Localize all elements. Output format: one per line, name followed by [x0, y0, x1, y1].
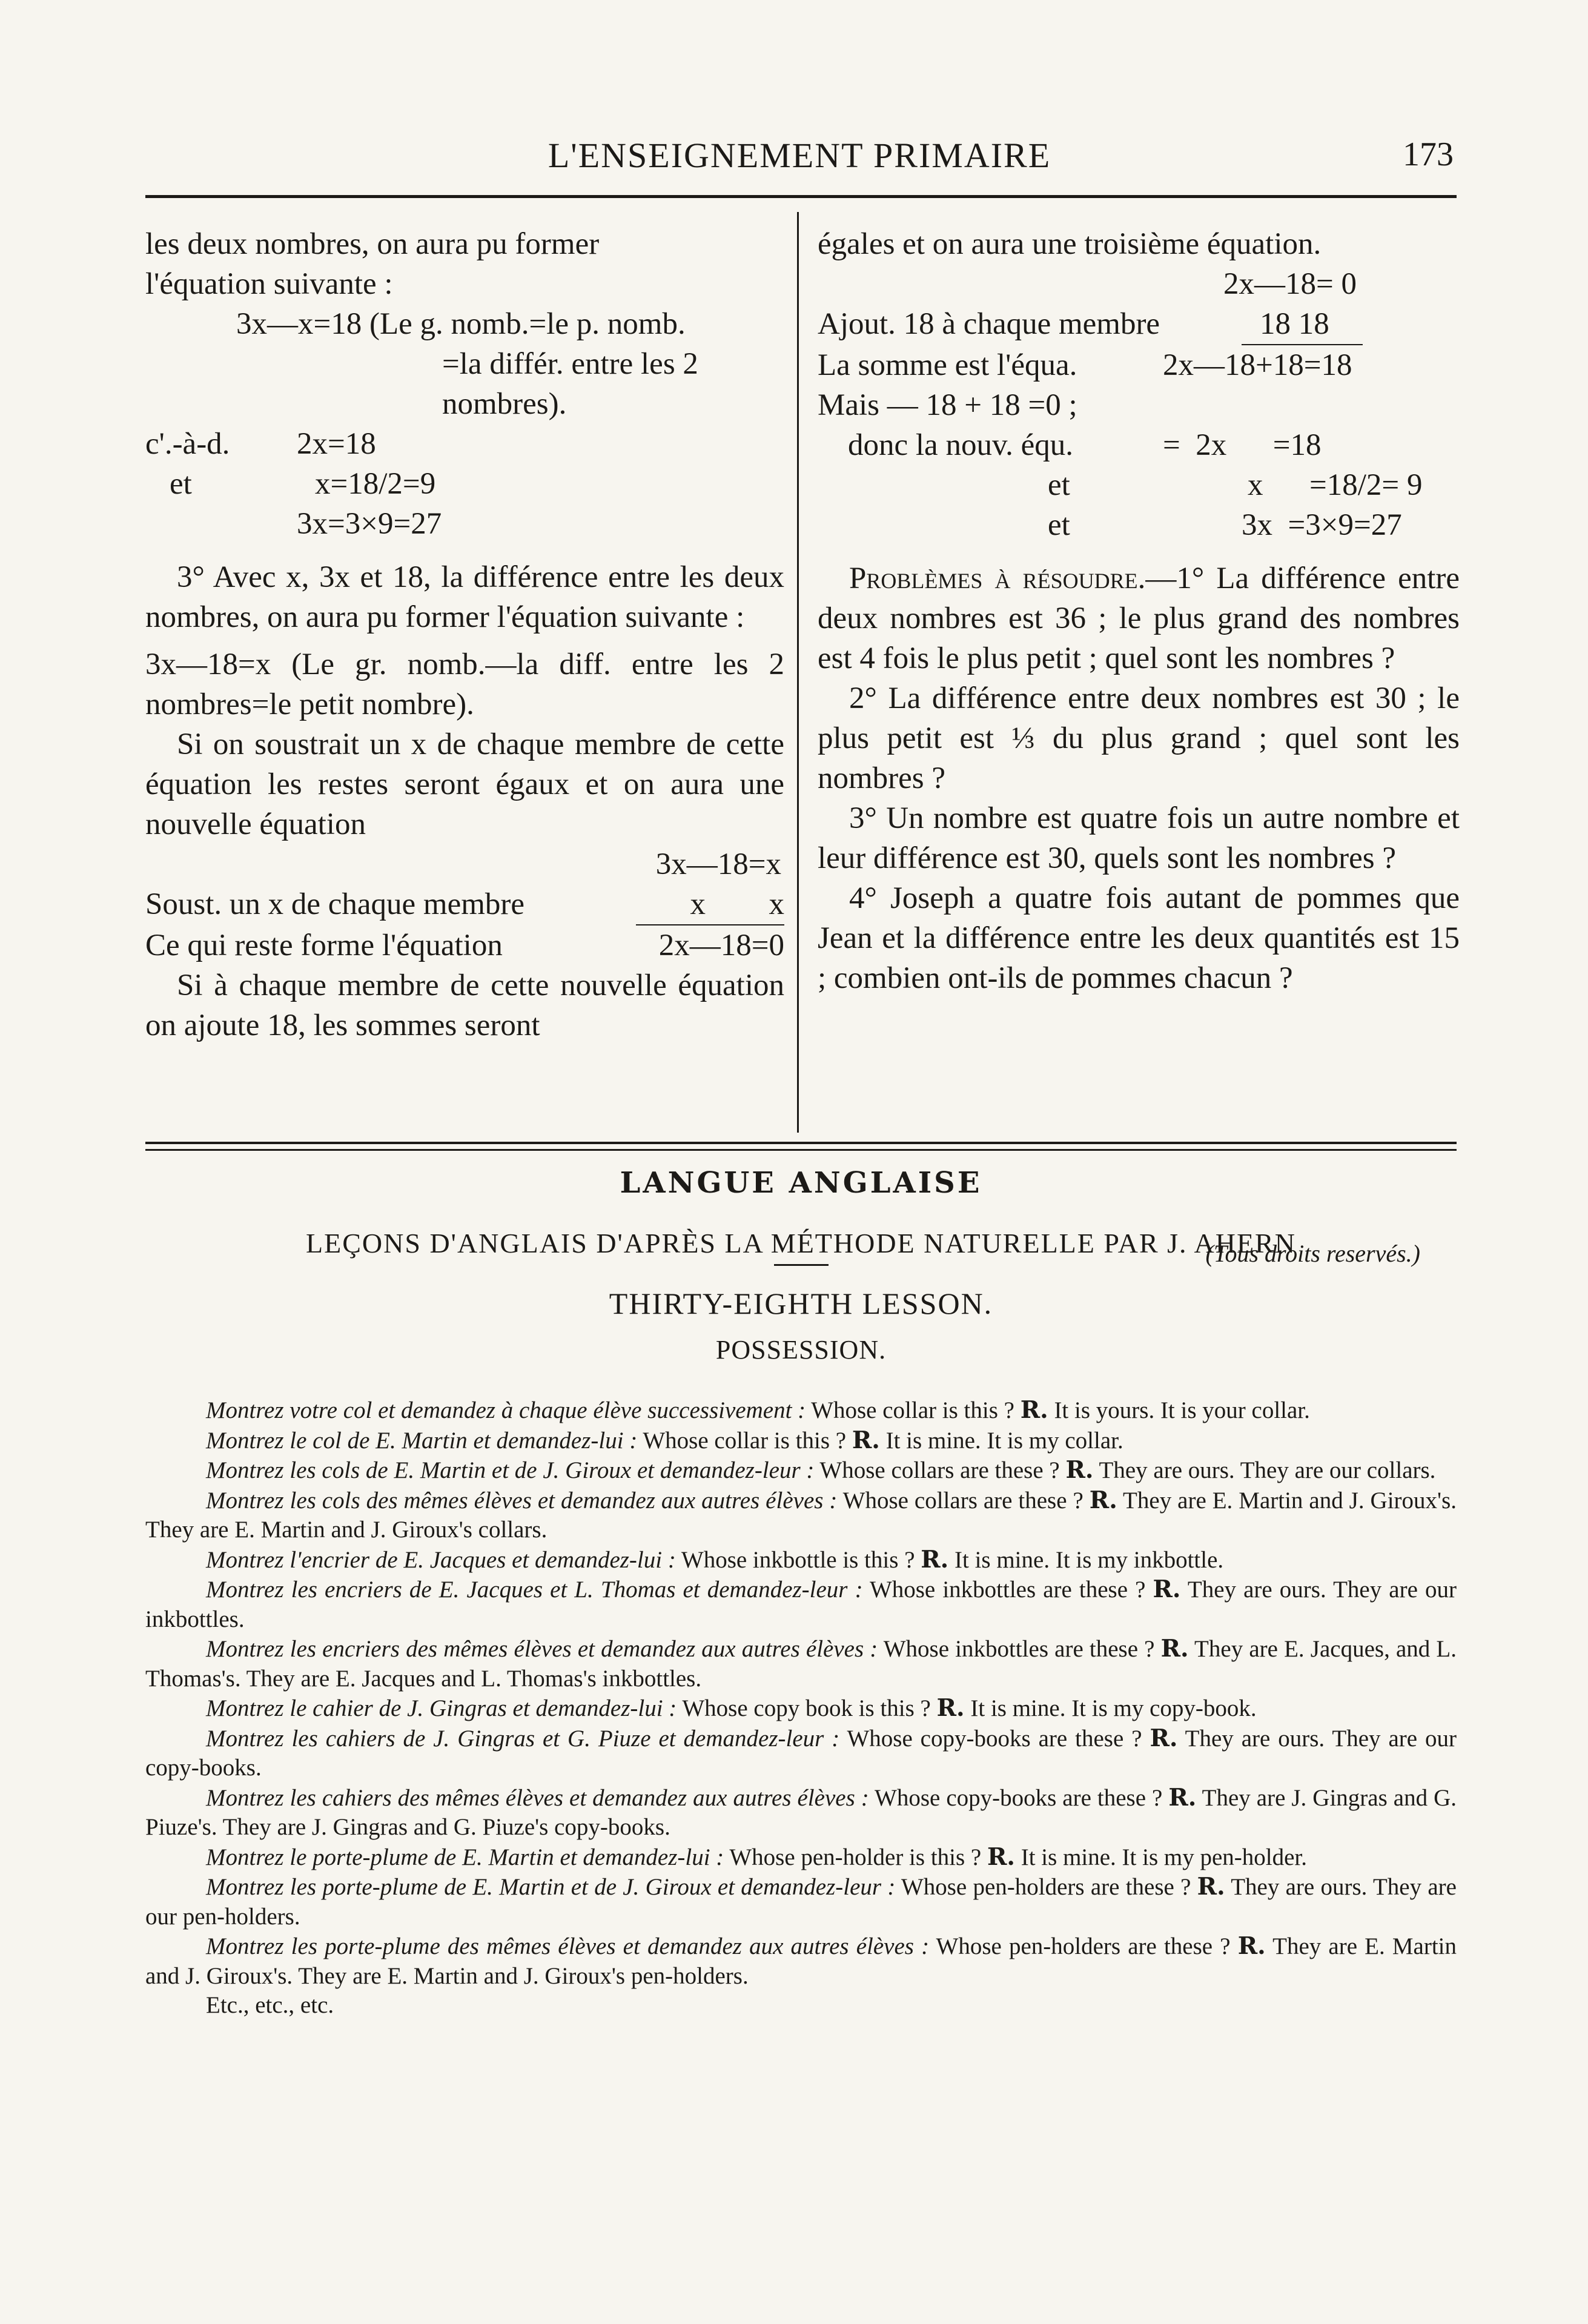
- equation-expr: x: [690, 887, 706, 921]
- response-marker: R.: [921, 1545, 949, 1574]
- section-subtitle: LEÇONS D'ANGLAIS D'APRÈS LA MÉTHODE NATURELLE PAR J. AHERN: [306, 1228, 1296, 1259]
- equation-label: La somme est l'équa.: [818, 348, 1077, 382]
- english-question: Whose copy-books are these ?: [868, 1784, 1169, 1811]
- french-instruction: Montrez les cahiers des mêmes élèves et demandez aux autres élèves :: [206, 1784, 869, 1811]
- french-instruction: Montrez les cols des mêmes élèves et demandez aux autres élèves :: [206, 1487, 838, 1514]
- english-question: Whose copy-books are these ?: [839, 1725, 1150, 1752]
- english-answer: They are E. Jacques, and L. Thomas's. They are E. Jacques and L. Thomas's inkbottles.: [145, 1636, 1457, 1692]
- equation-expr: 2x=18: [297, 427, 376, 461]
- lesson-entry: [145, 1932, 1457, 1991]
- equation-line: [145, 925, 784, 965]
- equation-label: et: [1048, 468, 1070, 502]
- equation-expr: x: [769, 887, 784, 921]
- equation-expr: x =18/2= 9: [1248, 468, 1423, 502]
- lesson-title: THIRTY-EIGHTH LESSON.: [609, 1286, 993, 1320]
- equation-label: et: [1048, 508, 1070, 542]
- equation-line: [818, 304, 1460, 344]
- lesson-entry: [145, 1783, 1457, 1842]
- paragraph: 3° Avec x, 3x et 18, la différence entre les deux nombres, on aura pu former l'équation suivante :: [145, 560, 784, 634]
- lesson-entry: [145, 1872, 1457, 1932]
- section-rule: [145, 1149, 1457, 1151]
- english-answer: They are ours. They are our copy-books.: [145, 1725, 1457, 1781]
- running-header: [145, 124, 1454, 179]
- section-rule: [145, 1142, 1457, 1144]
- right-column: [818, 224, 1460, 998]
- equation-label: Soust. un x de chaque membre: [145, 887, 525, 921]
- response-marker: R.: [1168, 1783, 1197, 1812]
- english-question: Whose collars are these ?: [837, 1487, 1090, 1514]
- english-answer: They are ours. They are our pen-holders.: [145, 1874, 1457, 1930]
- lesson-entry: [145, 1634, 1457, 1693]
- response-marker: R.: [1020, 1396, 1048, 1424]
- french-instruction: Montrez les porte-plume de E. Martin et de J. Giroux et demandez-leur :: [206, 1874, 896, 1900]
- equation-line: [818, 505, 1460, 545]
- equation-label: et: [170, 467, 192, 501]
- response-marker: R.: [1089, 1486, 1117, 1514]
- journal-title: L'ENSEIGNEMENT PRIMAIRE: [548, 136, 1051, 175]
- english-question: Whose inkbottles are these ?: [862, 1577, 1153, 1603]
- english-question: Whose collar is this ?: [806, 1397, 1021, 1423]
- response-marker: R.: [1160, 1635, 1189, 1663]
- equation-line: 3x—18=x: [655, 847, 781, 881]
- equation-line: 2x—18= 0: [1223, 267, 1357, 301]
- english-answer: They are ours. They are our collars.: [1093, 1457, 1436, 1483]
- left-column: [145, 224, 784, 1045]
- english-question: Whose copy book is this ?: [677, 1695, 937, 1721]
- english-section: [145, 1166, 1457, 2021]
- french-instruction: Montrez le cahier de J. Gingras et demandez-lui :: [206, 1695, 677, 1721]
- response-marker: R.: [1197, 1873, 1225, 1901]
- problem-1: —1° La différence entre deux nombres est 36 ; le plus grand des nombres est 4 fois le plus petit ; quel sont les nombres ?: [818, 561, 1460, 675]
- response-marker: R.: [1237, 1932, 1266, 1960]
- lesson-entry: [145, 1395, 1457, 1426]
- problem-3: 3° Un nombre est quatre fois un autre nombre et leur différence est 30, quels sont les nombres ?: [818, 801, 1460, 875]
- problems-heading: Problèmes à résoudre.: [849, 561, 1146, 595]
- equation-expr: 18 18: [1260, 307, 1329, 341]
- equation-line: 3x—x=18 (Le g. nomb.=le p. nomb.: [236, 307, 686, 341]
- english-question: Whose collars are these ?: [814, 1457, 1066, 1483]
- lesson-entry: [145, 1724, 1457, 1783]
- paragraph: [818, 558, 1460, 678]
- lesson-entry: [145, 1842, 1457, 1873]
- equation-label: Ajout. 18 à chaque membre: [818, 307, 1160, 341]
- equation-line: Mais — 18 + 18 =0 ;: [818, 388, 1077, 422]
- equation-expr: x=18/2=9: [315, 467, 436, 501]
- equation-expr: 2x—18+18=18: [1163, 348, 1352, 382]
- english-answer: It is mine. It is my collar.: [879, 1427, 1123, 1454]
- header-rule: [145, 195, 1457, 198]
- response-marker: R.: [1153, 1575, 1181, 1603]
- equation-label: Ce qui reste forme l'équation: [145, 929, 503, 962]
- text-line: égales et on aura une troisième équation.: [818, 227, 1322, 261]
- french-instruction: Montrez votre col et demandez à chaque élève successivement :: [206, 1397, 806, 1423]
- equation-line: 3x=3×9=27: [297, 507, 442, 541]
- english-question: Whose pen-holders are these ?: [895, 1874, 1197, 1900]
- english-answer: They are E. Martin and J. Giroux's. They are E. Martin and J. Giroux's pen-holders.: [145, 1933, 1457, 1989]
- english-answer: They are J. Gingras and G. Piuze's. They are J. Gingras and G. Piuze's copy-books.: [145, 1784, 1457, 1840]
- lesson-entry: [145, 1455, 1457, 1486]
- french-instruction: Montrez les porte-plume des mêmes élèves et demandez aux autres élèves :: [206, 1933, 930, 1959]
- french-instruction: Montrez les cahiers de J. Gingras et G. Piuze et demandez-leur :: [206, 1725, 840, 1752]
- french-instruction: Montrez le col de E. Martin et demandez-lui :: [206, 1427, 638, 1454]
- equation-line: [145, 424, 784, 464]
- french-instruction: Montrez les cols de E. Martin et de J. Giroux et demandez-leur :: [206, 1457, 815, 1483]
- english-question: Whose inkbottles are these ?: [878, 1636, 1161, 1662]
- equation-line: nombres).: [442, 387, 567, 421]
- response-marker: R.: [987, 1842, 1015, 1871]
- column-divider: [797, 212, 799, 1133]
- english-answer: It is mine. It is my copy-book.: [964, 1695, 1257, 1721]
- response-marker: R.: [1065, 1456, 1094, 1484]
- lesson-entry: [145, 1426, 1457, 1456]
- text-line: l'équation suivante :: [145, 267, 393, 301]
- paragraph: Si à chaque membre de cette nouvelle équation on ajoute 18, les sommes seront: [145, 968, 784, 1042]
- english-answer: It is yours. It is your collar.: [1048, 1397, 1310, 1423]
- equation-line: =la différ. entre les 2: [442, 347, 698, 381]
- response-marker: R.: [936, 1694, 965, 1722]
- lesson-entry: [145, 1486, 1457, 1545]
- lesson-body: [145, 1395, 1457, 2021]
- response-marker: R.: [1150, 1724, 1178, 1752]
- rights-notice: (Tous droits reservés.): [1205, 1240, 1420, 1267]
- text-line: les deux nombres, on aura pu former: [145, 227, 600, 261]
- paragraph: 3x—18=x (Le gr. nomb.—la diff. entre les 2 nombres=le petit nombre).: [145, 647, 784, 721]
- problem-4: 4° Joseph a quatre fois autant de pommes que Jean et la différence entre les deux quantités est 15 ; combien ont-ils de pommes chacun ?: [818, 881, 1460, 995]
- page-number: 173: [1403, 136, 1454, 173]
- english-question: Whose inkbottle is this ?: [675, 1546, 921, 1573]
- french-instruction: Montrez le porte-plume de E. Martin et demandez-lui :: [206, 1844, 724, 1870]
- equation-line: [818, 345, 1460, 385]
- equation-expr: 2x—18=0: [658, 929, 784, 962]
- french-instruction: Montrez les encriers des mêmes élèves et demandez aux autres élèves :: [206, 1636, 878, 1662]
- english-answer: It is mine. It is my pen-holder.: [1014, 1844, 1307, 1870]
- lesson-topic: POSSESSION.: [715, 1335, 887, 1365]
- equation-expr: 3x =3×9=27: [1242, 508, 1402, 542]
- english-question: Whose collar is this ?: [637, 1427, 852, 1454]
- equation-line: [145, 884, 784, 924]
- english-answer: They are E. Martin and J. Giroux's. They are E. Martin and J. Giroux's collars.: [145, 1487, 1457, 1543]
- equation-label: donc la nouv. équ.: [848, 428, 1074, 462]
- english-question: Whose pen-holders are these ?: [929, 1933, 1238, 1959]
- response-marker: R.: [852, 1426, 880, 1454]
- lesson-entry: [145, 1575, 1457, 1634]
- problem-2: 2° La différence entre deux nombres est 30 ; le plus petit est ⅓ du plus grand ; quel sont les nombres ?: [818, 681, 1460, 795]
- equation-line: [818, 465, 1460, 505]
- french-instruction: Montrez les encriers de E. Jacques et L. Thomas et demandez-leur :: [206, 1577, 863, 1603]
- section-title: LANGUE ANGLAISE: [620, 1166, 982, 1200]
- paragraph: Si on soustrait un x de chaque membre de cette équation les restes seront égaux et on aura une nouvelle équation: [145, 727, 784, 841]
- equation-label: c'.-à-d.: [145, 427, 230, 461]
- equation-expr: = 2x =18: [1163, 428, 1322, 462]
- english-answer: They are ours. They are our inkbottles.: [145, 1577, 1457, 1632]
- equation-line: [818, 425, 1460, 465]
- english-answer: It is mine. It is my inkbottle.: [948, 1546, 1224, 1573]
- english-question: Whose pen-holder is this ?: [724, 1844, 987, 1870]
- lesson-entry: [145, 1693, 1457, 1724]
- lesson-entry: [145, 1545, 1457, 1575]
- closing-etc: Etc., etc., etc.: [206, 1992, 334, 2018]
- french-instruction: Montrez l'encrier de E. Jacques et demandez-lui :: [206, 1546, 676, 1573]
- equation-line: [145, 464, 784, 504]
